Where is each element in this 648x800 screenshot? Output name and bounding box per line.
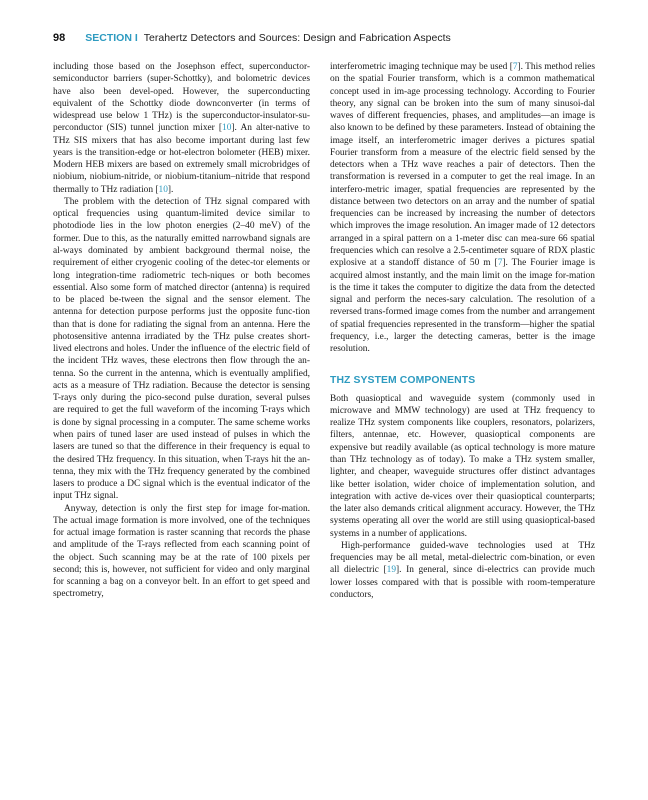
citation-link[interactable]: 10 [158,184,168,195]
text-run: ]. This method relies on the spatial Fourier transform, which is a common mathematical concept used in im-age processing technology. According to Fourier theory, any signal can be broken into the sum of many sinusoi-dal waves of different frequencies, phases, and amplitudes—an image is also known to be defined by these parameters. Instead of obtaining the image itself, an interferometric imager derives a pictures spatial Fourier transform from a measure of the electric field sensed by the detectors when a THz wave reaches a pair of detectors. Then the transformation is reversed in a computer to get the real image. In an interfero-metric imager, spatial frequencies are represented by the distance between two detectors on an array and the number of spatial frequencies can be increased by increasing the number of detectors which improves the image resolution. An imager made of 12 detectors arranged in a spiral pattern on a 1-meter disc can mea-sure 66 spatial frequencies which can resolve a 2.5-centimeter square of RDX plastic explosive at a standoff distance of 50 m [ [330,62,595,269]
text-run: High-performance guided-wave technologies used at THz frequencies may be all metal, metal-dielectric com-bination, or even all dielectric [ [330,540,595,576]
text-run: including those based on the Josephson effect, superconductor-semiconductor barriers (super-Schottky), and bolometric devices have also been devel-oped. However, the superconducting equivalent of the Schottky diode downconverter (in terms of widespread use below 1 THz) is the superconductor-insulator-su-perconductor (SIS) tunnel junction mixer [ [53,62,310,134]
paragraph: Both quasioptical and waveguide system (commonly used in microwave and MMW technology) are used at THz frequency to realize THz system components like couplers, resonators, polarizers, filters, antennae, etc. However, quasioptical components are expensive but readily available (as optical technology is more mature than THz technology as of today). To make a THz system smaller, lighter, and cheaper, waveguide structures offer distinct advantages like better isolation, wider choice of implementation solution, and integration with active de-vices over their quasioptical counterparts; the later also demands critical alignment accuracy. However, the THz systems operating all over the world are still using quasioptical-based systems in a number of applications. [330,393,595,539]
left-column [53,61,310,601]
section-label: SECTION I [85,32,138,44]
text-run: ]. The Fourier image is acquired almost instantly, and the main limit on the image for-mation is the time it takes the computer to digitize the data from the detected signal and perform the neces-sary calculation. The resolution of a reversed trans-formed image comes from the number and arrangement of spatial frequencies represented in the transform—higher the spatial frequency, i.e., larger the detecting cameras, better is the image resolution. [330,258,595,355]
paragraph: Anyway, detection is only the first step for image for-mation. The actual image formation is more involved, one of the techniques for actual image formation is raster scanning that records the phase and amplitude of the T-rays reflected from each scanning point of the object. Such scanning may be at the rate of 100 pixels per second; this is, however, not sufficient for video and only marginal for scanning a bag on a conveyor belt. In an effort to get speed and spectrometry, [53,503,310,600]
text-run: ]. In general, since di-electrics can provide much lower losses compared with that is possible with room-temperature conductors, [330,565,595,600]
citation-link[interactable]: 10 [222,123,232,134]
citation-link[interactable]: 7 [512,62,518,72]
citation-link[interactable]: 19 [386,565,396,576]
section-heading: THZ SYSTEM COMPONENTS [330,375,476,387]
running-header [53,32,613,48]
book-title: Terahertz Detectors and Sources: Design and Fabrication Aspects [143,32,451,44]
paragraph [330,61,595,355]
right-column [330,61,595,601]
text-run: ]. An alter-native to THz SIS mixers that has also become important during last few years is the transition-edge or hot-electron bolometer (HEB) mixer. Modern HEB mixers are based on extremely small microbridges of niobium, niobium-nitride, or niobium-titanium–nitride that respond thermally to THz radiation [ [53,123,310,195]
paragraph: The problem with the detection of THz signal compared with optical frequencies using quantum-limited device similar to photodiode lies in the low photon energies (2–40 meV) of the former. Due to this, as the naturally emitted narrowband signals are al-ways dominated by ambient background thermal noise, the requirement of either cryogenic cooling of the detec-tor elements or long integration-time radiometric tech-niques or both becomes essential. Also some form of matched director (antenna) is required to be placed be-tween the signal and the sensor element. The antenna for detection purpose performs just the opposite func-tion than that is done for radiating the signal from an antenna. Here the photosensitive antenna irradiated by the THz pulse creates short-lived electrons and holes. Under the influence of the electric field of the incident THz waves, these electrons then flow through the an-tenna. So the current in the antenna, which is eventually amplified, acts as a measure of THz radiation. Because the detector is sensing T-rays only during the pico-second pulse duration, several pulses are required to get the full waveform of the incoming T-rays which is done by signal processing in a computer. The same scheme works when pairs of tuned laser are used instead of pulses in which the lasers are tuned so that the difference in their frequency is equal to the desired THz frequency. In this situation, when T-rays hit the an-tenna, they mix with the THz frequency generated by the combined lasers to produce a DC signal which is the eventual indicator of the input THz signal. [53,196,310,502]
citation-link[interactable]: 7 [497,258,503,269]
text-run: ]. [167,184,174,195]
paragraph [53,61,310,196]
paragraph [330,540,595,601]
page-number: 98 [53,32,66,44]
text-run: interferometric imaging technique may be used [ [330,62,513,72]
